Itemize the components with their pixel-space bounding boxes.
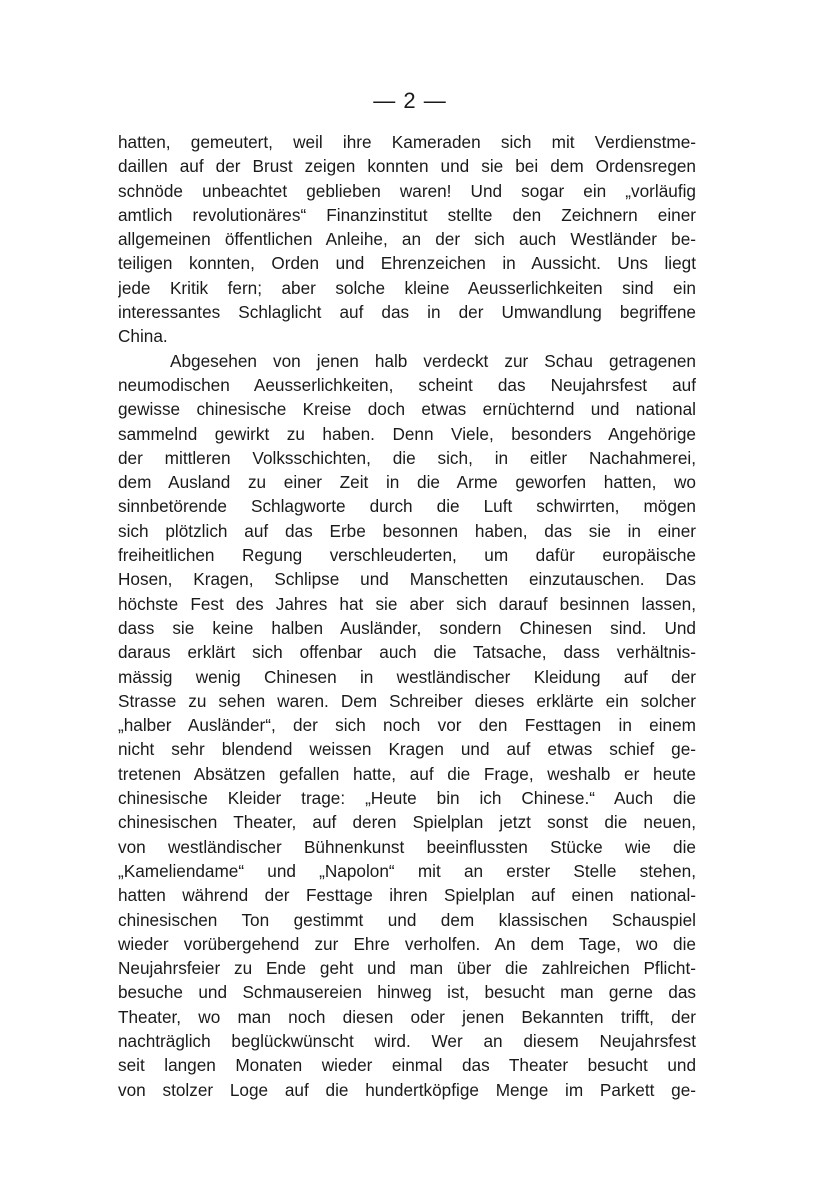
text-line: chinesischen Theater, auf deren Spielplan jetzt sonst die neuen, — [118, 812, 696, 833]
text-line: China. — [118, 326, 168, 347]
text-line: hatten, gemeutert, weil ihre Kameraden sich mit Verdienstme- — [118, 132, 696, 152]
text-line: interessantes Schlaglicht auf das in der Umwandlung begriffene — [118, 302, 696, 323]
text-line: höchste Fest des Jahres hat sie aber sich darauf besinnen lassen, — [118, 593, 696, 614]
text-line: Hosen, Kragen, Schlipse und Manschetten einzutauschen. Das — [118, 569, 696, 590]
text-line: sich plötzlich auf das Erbe besonnen haben, das sie in einer — [118, 520, 696, 541]
text-line: daillen auf der Brust zeigen konnten und sie bei dem Ordensregen — [118, 156, 696, 177]
text-line: von westländischer Bühnenkunst beeinflussten Stücke wie die — [118, 836, 696, 857]
text-line: sammelnd gewirkt zu haben. Denn Viele, besonders Angehörige — [118, 423, 696, 444]
text-line: chinesischen Ton gestimmt und dem klassischen Schauspiel — [118, 909, 696, 930]
text-line: sinnbetörende Schlagworte durch die Luft schwirrten, mögen — [118, 496, 696, 517]
text-line: nicht sehr blendend weissen Kragen und auf etwas schief ge- — [118, 739, 696, 760]
text-line: dem Ausland zu einer Zeit in die Arme geworfen hatten, wo — [118, 472, 696, 493]
text-line: gewisse chinesische Kreise doch etwas ernüchternd und national — [118, 399, 696, 420]
text-line: tretenen Absätzen gefallen hatte, auf die Frage, weshalb er heute — [118, 763, 696, 784]
text-line: hatten während der Festtage ihren Spielplan auf einen national- — [118, 885, 696, 906]
text-line: Theater, wo man noch diesen oder jenen Bekannten trifft, der — [118, 1006, 696, 1027]
body-text — [118, 130, 696, 1102]
text-line: mässig wenig Chinesen in westländischer Kleidung auf der — [118, 666, 696, 687]
text-line: chinesische Kleider trage: „Heute bin ich Chinese.“ Auch die — [118, 788, 696, 809]
text-line: jede Kritik fern; aber solche kleine Aeusserlichkeiten sind ein — [118, 277, 696, 298]
text-line: freiheitlichen Regung verschleuderten, um dafür europäische — [118, 545, 696, 566]
text-line: neumodischen Aeusserlichkeiten, scheint das Neujahrsfest auf — [118, 374, 696, 395]
page-number: — 2 — — [373, 88, 447, 113]
text-line: daraus erklärt sich offenbar auch die Tatsache, dass verhältnis- — [118, 642, 696, 663]
text-line: besuche und Schmausereien hinweg ist, besucht man gerne das — [118, 982, 696, 1003]
text-line: dass sie keine halben Ausländer, sondern Chinesen sind. Und — [118, 617, 696, 638]
text-line: schnöde unbeachtet geblieben waren! Und sogar ein „vorläufig — [118, 180, 696, 201]
text-line: wieder vorübergehend zur Ehre verholfen. An dem Tage, wo die — [118, 933, 696, 954]
text-line: „halber Ausländer“, der sich noch vor den Festtagen in einem — [118, 715, 696, 736]
text-line: von stolzer Loge auf die hundertköpfige Menge im Parkett ge- — [118, 1079, 696, 1100]
text-line: Neujahrsfeier zu Ende geht und man über die zahlreichen Pflicht- — [118, 958, 696, 979]
text-line: Strasse zu sehen waren. Dem Schreiber dieses erklärte ein solcher — [118, 690, 696, 711]
text-line: allgemeinen öffentlichen Anleihe, an der sich auch Westländer be- — [118, 229, 696, 250]
text-line: teiligen konnten, Orden und Ehrenzeichen in Aussicht. Uns liegt — [118, 253, 696, 274]
text-line: nachträglich beglückwünscht wird. Wer an diesem Neujahrsfest — [118, 1030, 696, 1051]
text-line: der mittleren Volksschichten, die sich, in eitler Nachahmerei, — [118, 447, 696, 468]
text-line: „Kameliendame“ und „Napolon“ mit an erster Stelle stehen, — [118, 860, 696, 881]
text-line: seit langen Monaten wieder einmal das Theater besucht und — [118, 1055, 696, 1076]
text-line: amtlich revolutionäres“ Finanzinstitut stellte den Zeichnern einer — [118, 204, 696, 225]
text-line: Abgesehen von jenen halb verdeckt zur Schau getragenen — [170, 350, 696, 371]
